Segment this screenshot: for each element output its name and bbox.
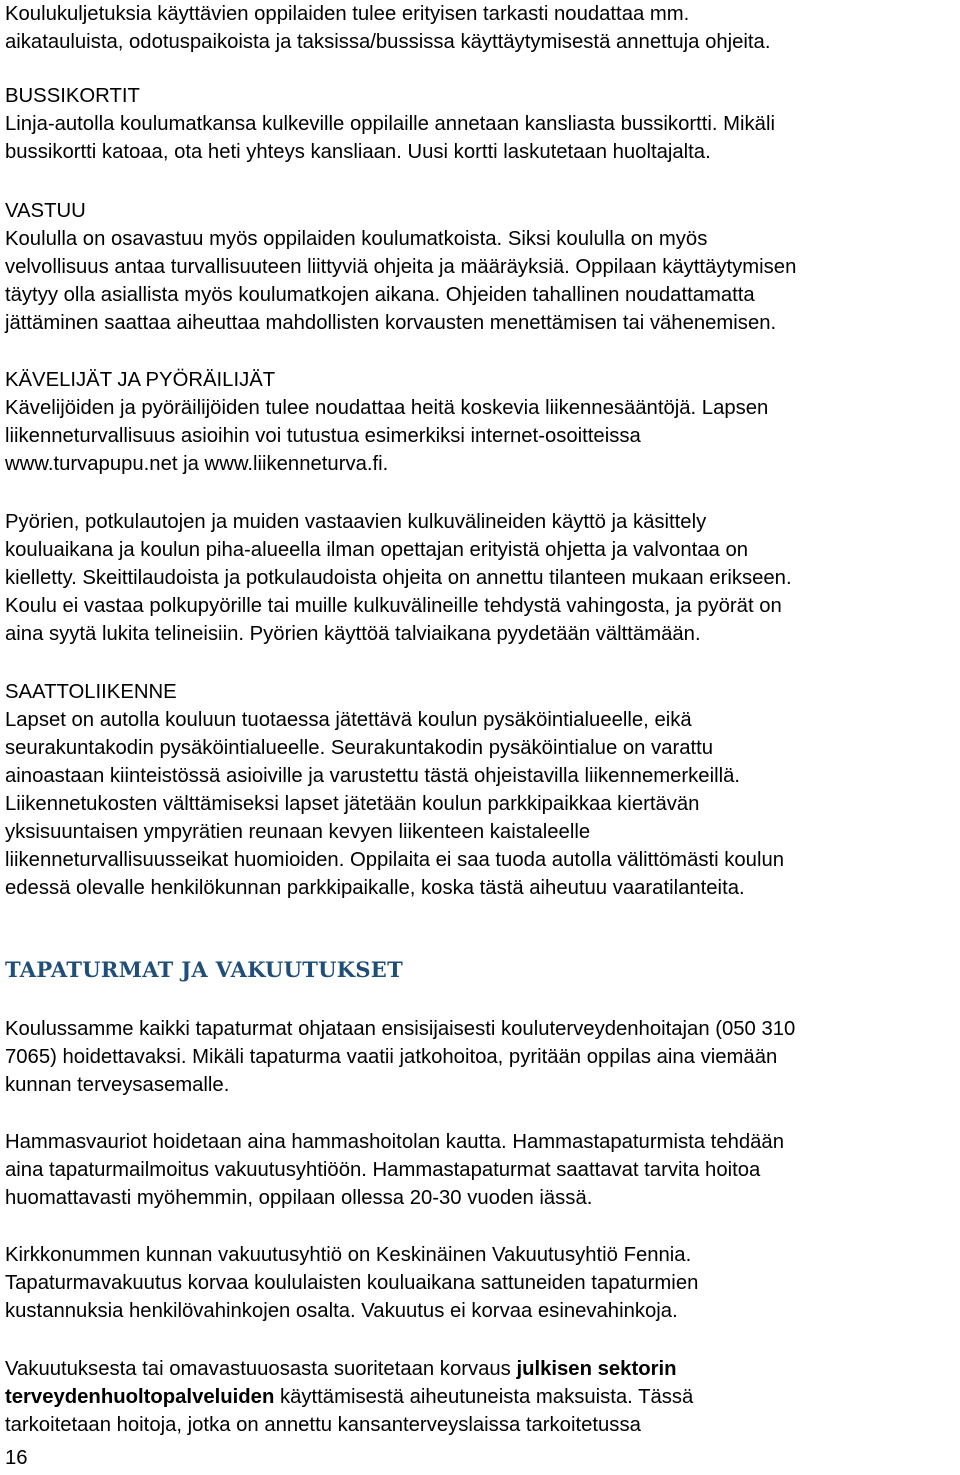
- text-line: velvollisuus antaa turvallisuuteen liittyviä ohjeita ja määräyksiä. Oppilaan käyttäytymisen: [5, 256, 797, 278]
- text-line: aikatauluista, odotuspaikoista ja taksissa/bussissa käyttäytymisestä annettuja ohjeita.: [5, 31, 771, 53]
- text-line: www.turvapupu.net ja www.liikenneturva.fi.: [5, 453, 389, 475]
- text-line: kunnan terveysasemalle.: [5, 1074, 230, 1096]
- subheading-vastuu: VASTUU: [5, 200, 86, 222]
- text-line: Kävelijöiden ja pyöräilijöiden tulee noudattaa heitä koskevia liikennesääntöjä. Lapsen: [5, 397, 769, 419]
- text-line: Koulukuljetuksia käyttävien oppilaiden tulee erityisen tarkasti noudattaa mm.: [5, 3, 690, 25]
- text-line: kouluaikana ja koulun piha-alueella ilman opettajan erityistä ohjetta ja valvontaa on: [5, 539, 749, 561]
- text-line: Linja-autolla koulumatkansa kulkeville oppilaille annetaan kansliasta bussikortti. Mikäli: [5, 113, 775, 135]
- subheading-bussikortit: BUSSIKORTIT: [5, 85, 140, 107]
- text-line: kielletty. Skeittilaudoista ja potkulaudoista ohjeita on annettu tilanteen mukaan erikseen.: [5, 567, 792, 589]
- bold-text: terveydenhuoltopalveluiden: [5, 1386, 275, 1408]
- text-line: Koululla on osavastuu myös oppilaiden koulumatkoista. Siksi koululla on myös: [5, 228, 708, 250]
- text-line: jättäminen saattaa aiheuttaa mahdollisten korvausten menettämisen tai vähenemisen.: [5, 312, 777, 334]
- text-line: [5, 1383, 693, 1411]
- bold-text: julkisen sektorin: [516, 1358, 677, 1380]
- text-run: käyttämisestä aiheutuneista maksuista. Tässä: [274, 1386, 694, 1408]
- text-line: Koulu ei vastaa polkupyörille tai muille kulkuvälineille tehdystä vahingosta, ja pyörät on: [5, 595, 782, 617]
- subheading-kavelijat: KÄVELIJÄT JA PYÖRÄILIJÄT: [5, 369, 276, 391]
- text-line: bussikortti katoaa, ota heti yhteys kansliaan. Uusi kortti laskutetaan huoltajalta.: [5, 141, 711, 163]
- text-line: 7065) hoidettavaksi. Mikäli tapaturma vaatii jatkohoitoa, pyritään oppilas aina viemään: [5, 1046, 778, 1068]
- text-line: Pyörien, potkulautojen ja muiden vastaavien kulkuvälineiden käyttö ja käsittely: [5, 511, 707, 533]
- text-line: liikenneturvallisuusseikat huomioiden. Oppilaita ei saa tuoda autolla välittömästi koulun: [5, 849, 785, 871]
- text-line: [5, 1355, 677, 1383]
- text-line: aina syytä lukita telineisiin. Pyörien käyttöä talviaikana pyydetään välttämään.: [5, 623, 701, 645]
- text-line: kustannuksia henkilövahinkojen osalta. Vakuutus ei korvaa esinevahinkoja.: [5, 1300, 678, 1322]
- text-line: yksisuuntaisen ympyrätien reunaan kevyen liikenteen kaistaleelle: [5, 821, 591, 843]
- text-line: seurakuntakodin pysäköintialueelle. Seurakuntakodin pysäköintialue on varattu: [5, 737, 714, 759]
- text-run: Vakuutuksesta tai omavastuuosasta suoritetaan korvaus: [5, 1358, 517, 1380]
- text-line: Kirkkonummen kunnan vakuutusyhtiö on Keskinäinen Vakuutusyhtiö Fennia.: [5, 1244, 692, 1266]
- text-line: Koulussamme kaikki tapaturmat ohjataan ensisijaisesti kouluterveydenhoitajan (050 310: [5, 1018, 796, 1040]
- text-line: Tapaturmavakuutus korvaa koululaisten kouluaikana sattuneiden tapaturmien: [5, 1272, 699, 1294]
- section-heading: TAPATURMAT JA VAKUUTUKSET: [5, 957, 404, 982]
- text-line: Lapset on autolla kouluun tuotaessa jätettävä koulun pysäköintialueelle, eikä: [5, 709, 692, 731]
- text-line: ainoastaan kiinteistössä asioiville ja varustettu tästä ohjeistavilla liikennemerkeillä.: [5, 765, 741, 787]
- text-line: aina tapaturmailmoitus vakuutusyhtiöön. Hammastapaturmat saattavat tarvita hoitoa: [5, 1159, 761, 1181]
- text-line: huomattavasti myöhemmin, oppilaan ollessa 20-30 vuoden iässä.: [5, 1187, 593, 1209]
- text-line: edessä olevalle henkilökunnan parkkipaikalle, koska tästä aiheutuu vaaratilanteita.: [5, 877, 745, 899]
- text-line: täytyy olla asiallista myös koulumatkojen aikana. Ohjeiden tahallinen noudattamatta: [5, 284, 755, 306]
- text-line: Liikennetukosten välttämiseksi lapset jätetään koulun parkkipaikkaa kiertävän: [5, 793, 700, 815]
- text-line: liikenneturvallisuus asioihin voi tutustua esimerkiksi internet-osoitteissa: [5, 425, 641, 447]
- text-line: tarkoitetaan hoitoja, jotka on annettu kansanterveyslaissa tarkoitetussa: [5, 1414, 641, 1436]
- page-number: 16: [5, 1447, 28, 1469]
- text-line: Hammasvauriot hoidetaan aina hammashoitolan kautta. Hammastapaturmista tehdään: [5, 1131, 784, 1153]
- subheading-saattoliikenne: SAATTOLIIKENNE: [5, 681, 177, 703]
